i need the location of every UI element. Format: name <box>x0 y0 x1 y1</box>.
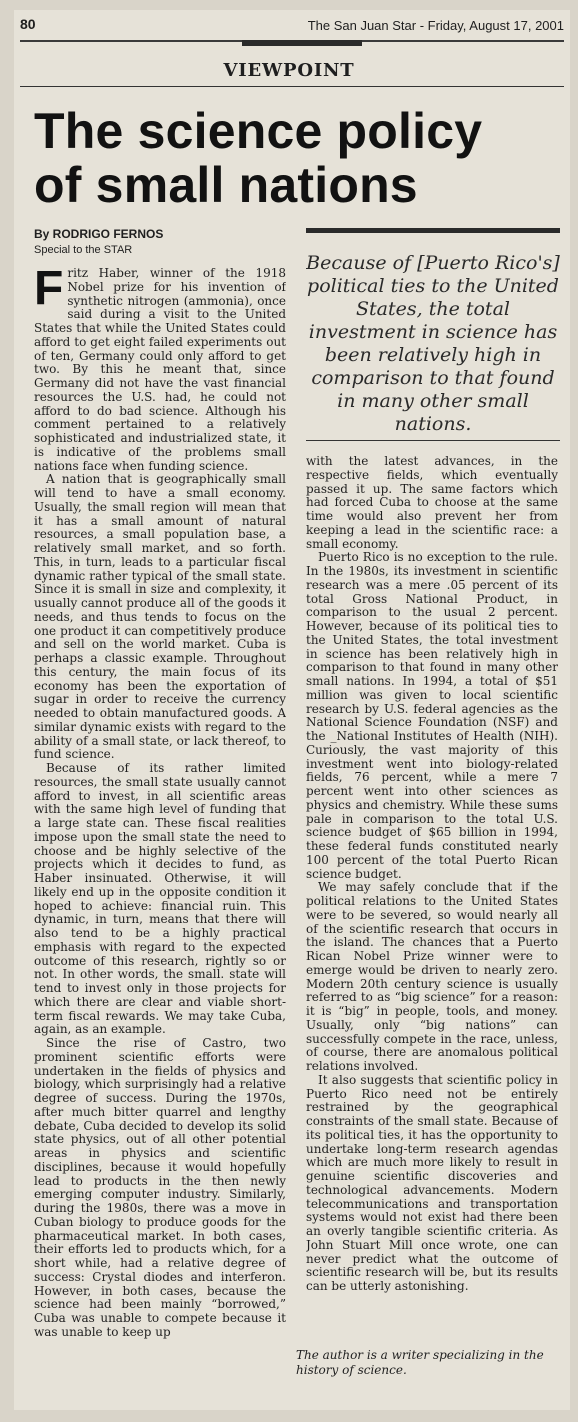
byline-affiliation: Special to the STAR <box>34 244 133 256</box>
pull-quote: Because of [Puerto Rico's] political ties to the United States, the total investment in science has been relatively high in comparison to that found in many other small nations. <box>306 252 560 435</box>
article-paragraph-6: Puerto Rico is no exception to the rule. In the 1980s, its investment in scientific research was a mere .05 percent of its total Gross National Product, in comparison to the usual 2 percent. However, because of its political ties to the United States, the total investment in science has been relatively high in comparison to that found in many other small nations. In 1994, a total of $51 million was given to local scientific research by U.S. federal agencies as the National Science Foundation (NSF) and the _National Institutes of Health (NIH). Curiously, the vast majority of this investment went into biology-related fields, 76 percent, while a mere 7 percent went into other sciences as physics and chemistry. While these sums pale in comparison to the total U.S. science budget of $65 billion in 1994, these federal funds constituted nearly 100 percent of the total Puerto Rican science budget. <box>306 550 558 881</box>
article-paragraph-8: It also suggests that scientific policy in Puerto Rico need not be entirely restrained by the geographical constraints of the small state. Because of its political ties, it has the opportunity to undertake long-term research agendas which are much more likely to result in genuine scientific discoveries and technological advancements. Modern telecommunications and transportation systems would not exist had there been an overly tangible scientific criteria. As John Stuart Mill once wrote, one can never predict what the outcome of scientific research will be, but its results can be utterly astonishing. <box>306 1072 558 1293</box>
article-column-left <box>34 267 286 1379</box>
article-paragraph-3: Because of its rather limited resources, the small state usually cannot afford to invest, in all scientific areas with the same high level of funding that a large state can. These fiscal realities impose upon the small state the need to choose and be highly selective of the projects which it decides to fund, as Haber insinuated. Otherwise, it will likely end up in the opposite condition it hoped to achieve: financial ruin. This dynamic, in turn, means that there will also tend to be a highly practical emphasis with regard to the expected outcome of this research, rightly so or not. In other words, the small. state will tend to invest only in those projects for which there are clear and viable short-term fiscal rewards. We may take Cuba, again, as an example. <box>34 761 286 1037</box>
headline <box>34 104 554 212</box>
article-column-right <box>306 455 558 1355</box>
page-number: 80 <box>20 16 36 32</box>
drop-cap: F <box>34 267 64 315</box>
article-paragraph-1 <box>34 267 286 473</box>
page-header <box>20 16 564 40</box>
pull-quote-top-rule <box>306 228 560 233</box>
section-label: VIEWPOINT <box>223 60 355 81</box>
pull-quote-bottom-rule <box>306 440 560 441</box>
section-bar <box>242 40 362 46</box>
author-tagline: The author is a writer specializing in the history of science. <box>296 1348 544 1377</box>
article-paragraph-5: with the latest advances, in the respective fields, which eventually passed it up. The same factors which had forced Cuba to choose at the same time would also prevent her from keeping a lead in the scientific race: a small economy. <box>306 455 558 551</box>
article-paragraph-2: A nation that is geographically small will tend to have a small economy. Usually, the small region will mean that it has a small amount of natural resources, a small population base, a relatively small market, and so forth. This, in turn, leads to a particular fiscal dynamic rather typical of the small state. Since it is small in size and complexity, it usually cannot produce all of the goods it needs, and thus tends to focus on the one product it can competitively produce and sell on the world market. Cuba is perhaps a classic example. Throughout this century, the main focus of its economy has been the exportation of sugar in order to receive the currency needed to obtain manufactured goods. A similar dynamic exists with regard to the ability of a small state, or lack thereof, to fund science. <box>34 472 286 762</box>
article-paragraph-4: Since the rise of Castro, two prominent scientific efforts were undertaken in the fields of physics and biology, which surprisingly had a relative degree of success. During the 1970s, after much bitter quarrel and lengthy debate, Cuba decided to develop its solid state physics, out of all other potential areas in physics and scientific disciplines, because it would hopefully lead to products in the then newly emerging computer industry. Similarly, during the 1980s, there was a move in Cuban biology to produce goods for the pharmaceutical market. In both cases, their efforts led to products which, for a short while, had a relative degree of success: Crystal diodes and interferon. However, in both cases, because the science had been mainly “borrowed,” Cuba was unable to compete because it was unable to keep up <box>34 1036 286 1339</box>
article-paragraph-7: We may safely conclude that if the political relations to the United States were to be severed, so would nearly all of the scientific research that occurs in the island. The chances that a Puerto Rican Nobel Prize winner were to emerge would be driven to nearly zero. Modern 20th century science is usually referred to as “big science” for a reason: it is “big” in people, tools, and money. Usually, only “big nations” can successfully compete in the race, unless, of course, there are anomalous political relations involved. <box>306 880 558 1073</box>
byline-author: By RODRIGO FERNOS <box>34 227 164 241</box>
headline-line-2: of small nations <box>34 157 418 213</box>
article-paragraph-1-text: ritz Haber, winner of the 1918 Nobel prize for his invention of synthetic nitrogen (ammonia), once said during a visit to the United States that while the United States could afford to get eight failed experiments out of ten, Germany could only afford to get two. By this he meant that, since Germany did not have the vast financial resources the U.S. had, he could not afford to do bad science. Although his comment pertained to a relatively sophisticated and industrialized state, it is indicative of the problems small nations face when funding science. <box>34 267 286 473</box>
section-rule <box>20 86 564 87</box>
publication-line: The San Juan Star - Friday, August 17, 2001 <box>307 18 564 33</box>
headline-line-1: The science policy <box>34 103 483 159</box>
